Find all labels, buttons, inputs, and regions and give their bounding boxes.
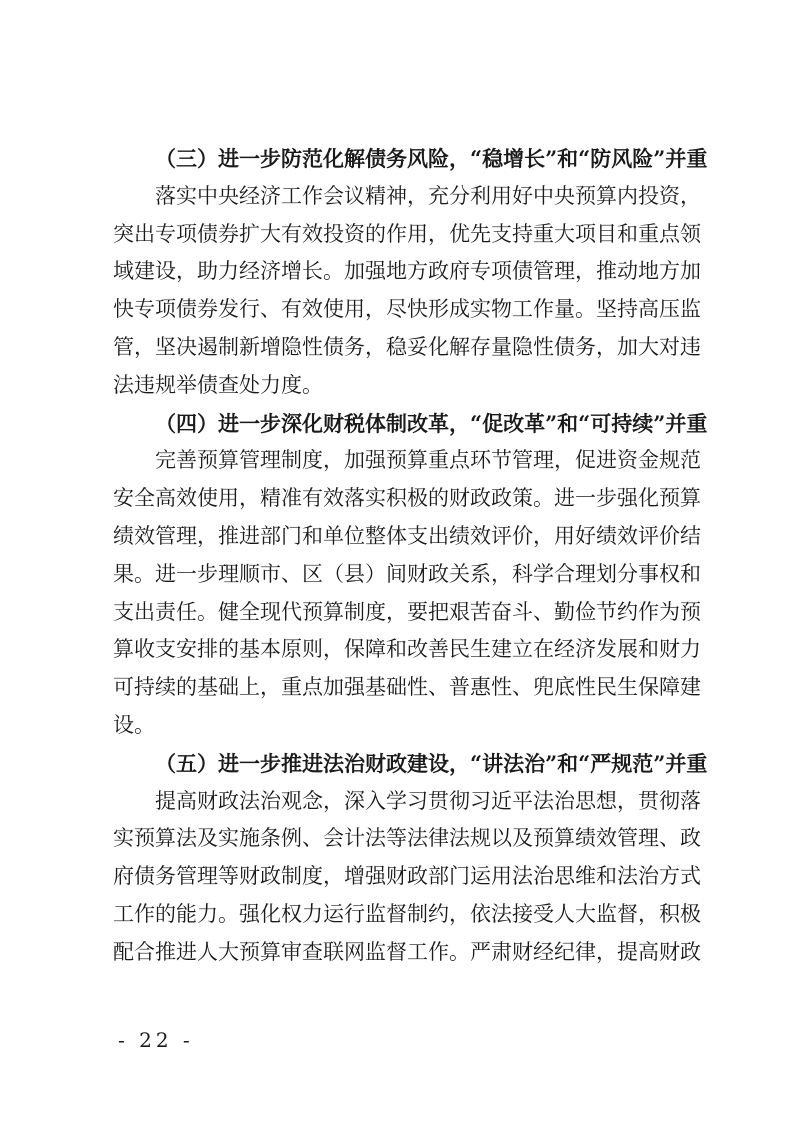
paragraph-line: 安全高效使用，精准有效落实积极的财政政策。进一步强化预算 — [113, 486, 701, 511]
paragraph-line: 域建设，助力经济增长。加强地方政府专项债管理，推动地方加 — [113, 259, 701, 284]
page-number: - 22 - — [118, 1028, 194, 1052]
document-body — [113, 140, 708, 972]
paragraph-line: 工作的能力。强化权力运行监督制约，依法接受人大监督，积极 — [113, 901, 701, 926]
section-heading-4: （四）进一步深化财税体制改革，“促改革”和“可持续”并重 — [155, 410, 708, 436]
paragraph-line: 突出专项债券扩大有效投资的作用，优先支持重大项目和重点领 — [113, 221, 701, 246]
paragraph-line: 法违规举债查处力度。 — [113, 372, 323, 397]
paragraph-line: 设。 — [113, 712, 155, 737]
paragraph-line: 实预算法及实施条例、会计法等法律法规以及预算绩效管理、政 — [113, 826, 701, 851]
paragraph-line: 支出责任。健全现代预算制度，要把艰苦奋斗、勤俭节约作为预 — [113, 599, 701, 624]
paragraph-line: 快专项债券发行、有效使用，尽快形成实物工作量。坚持高压监 — [113, 297, 701, 322]
paragraph-line: 管，坚决遏制新增隐性债务，稳妥化解存量隐性债务，加大对违 — [113, 334, 701, 359]
paragraph-line: 配合推进人大预算审查联网监督工作。严肃财经纪律，提高财政 — [113, 939, 701, 964]
paragraph-line: 府债务管理等财政制度，增强财政部门运用法治思维和法治方式 — [113, 864, 701, 889]
paragraph-line: 绩效管理，推进部门和单位整体支出绩效评价，用好绩效评价结 — [113, 523, 701, 548]
section-heading-5: （五）进一步推进法治财政建设，“讲法治”和“严规范”并重 — [155, 750, 708, 776]
paragraph-line: 提高财政法治观念，深入学习贯彻习近平法治思想，贯彻落 — [155, 788, 701, 813]
section-heading-3: （三）进一步防范化解债务风险，“稳增长”和“防风险”并重 — [155, 146, 708, 171]
paragraph-line: 算收支安排的基本原则，保障和改善民生建立在经济发展和财力 — [113, 637, 701, 662]
paragraph-line: 落实中央经济工作会议精神，充分利用好中央预算内投资， — [155, 183, 701, 208]
paragraph-line: 可持续的基础上，重点加强基础性、普惠性、兜底性民生保障建 — [113, 675, 701, 700]
paragraph-line: 完善预算管理制度，加强预算重点环节管理，促进资金规范 — [155, 448, 701, 473]
paragraph-line: 果。进一步理顺市、区（县）间财政关系，科学合理划分事权和 — [113, 561, 701, 586]
